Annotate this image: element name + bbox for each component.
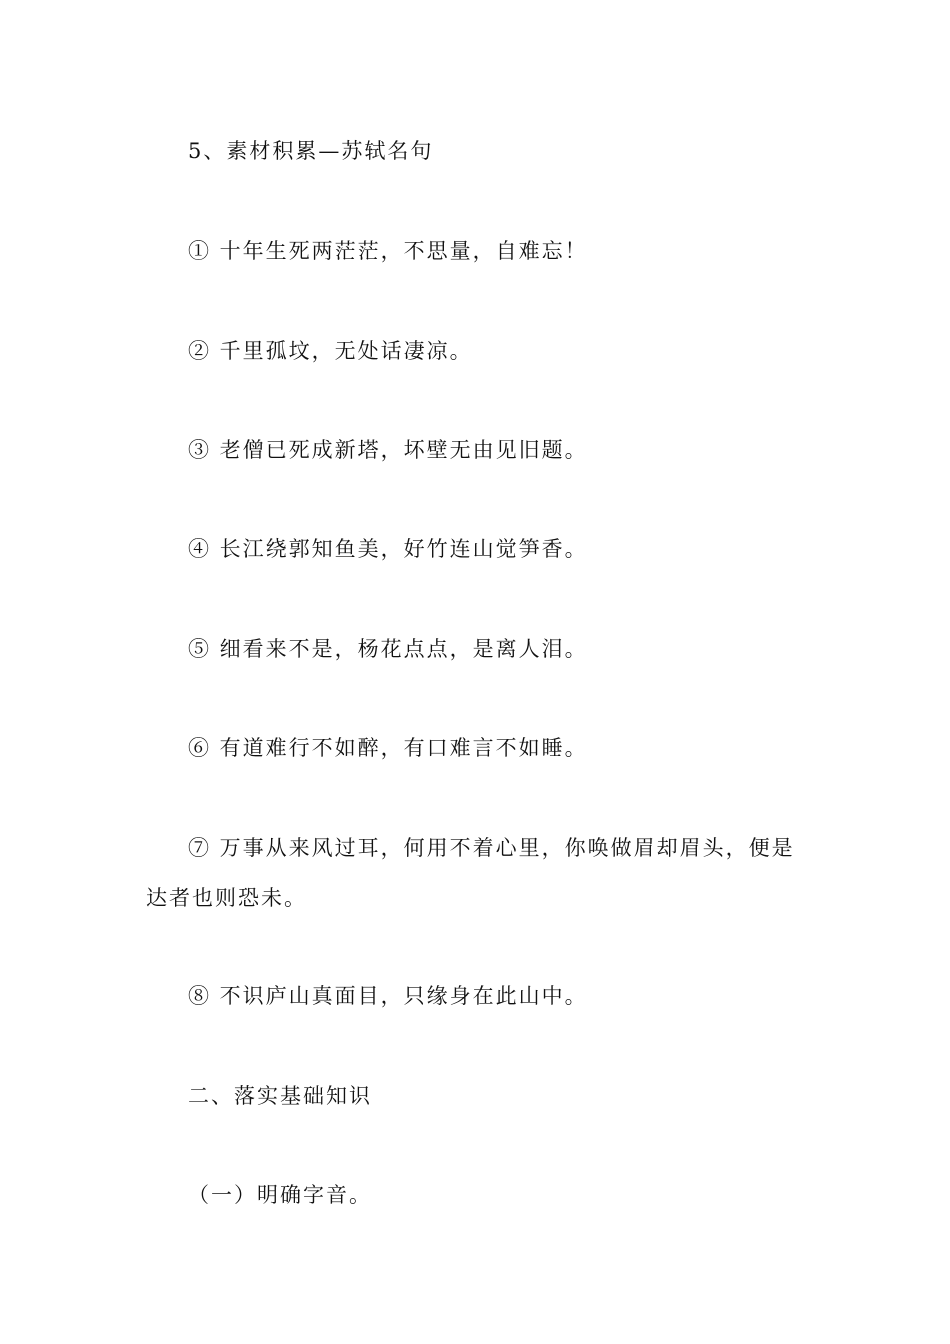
quote-line-4: ④ 长江绕郭知鱼美，好竹连山觉笋香。 bbox=[188, 537, 588, 561]
subsection-heading-pronunciation: （一）明确字音。 bbox=[188, 1183, 372, 1207]
quote-line-1: ① 十年生死两茫茫，不思量，自难忘！ bbox=[188, 239, 588, 263]
section-heading-su-shi-quotes: 5、素材积累—苏轼名句 bbox=[188, 139, 434, 163]
quote-line-3: ③ 老僧已死成新塔，坏壁无由见旧题。 bbox=[188, 438, 588, 462]
quote-line-6: ⑥ 有道难行不如醉，有口难言不如睡。 bbox=[188, 736, 588, 760]
section-heading-basic-knowledge: 二、落实基础知识 bbox=[188, 1084, 372, 1108]
quote-line-2: ② 千里孤坟，无处话凄凉。 bbox=[188, 339, 473, 363]
quote-line-5: ⑤ 细看来不是，杨花点点，是离人泪。 bbox=[188, 637, 588, 661]
quote-line-8: ⑧ 不识庐山真面目，只缘身在此山中。 bbox=[188, 984, 588, 1008]
quote-line-7: ⑦ 万事从来风过耳，何用不着心里，你唤做眉却眉头，便是达者也则恐未。 bbox=[146, 836, 795, 910]
